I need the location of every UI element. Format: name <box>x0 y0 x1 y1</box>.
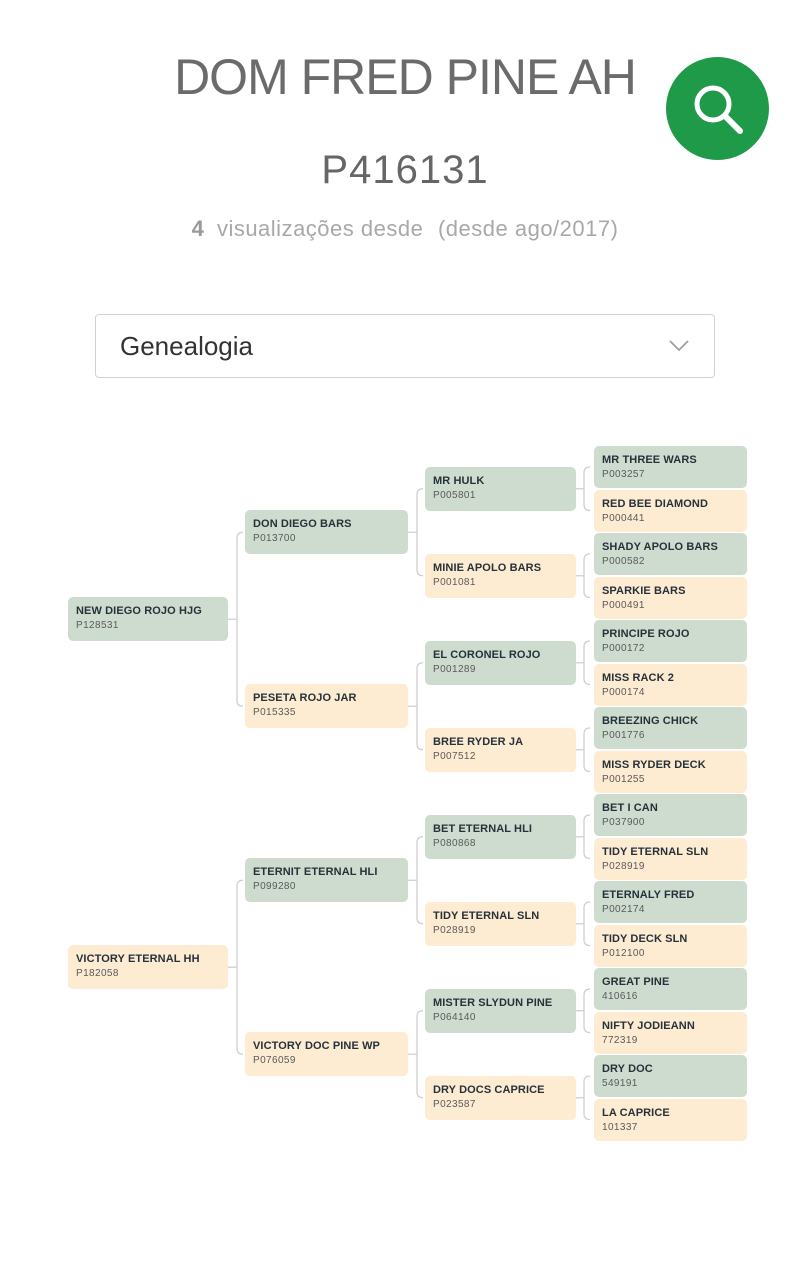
horse-name: GREAT PINE <box>602 976 670 988</box>
pedigree-bracket <box>576 1076 590 1120</box>
pedigree-node-dam-sire-sire[interactable] <box>425 815 576 859</box>
horse-registration: P013700 <box>253 533 296 545</box>
pedigree-node-dam-dam[interactable] <box>245 1032 408 1076</box>
horse-name: MISS RYDER DECK <box>602 758 706 771</box>
section-select-value: Genealogia <box>120 331 253 361</box>
pedigree-node-sire-dam-sire[interactable] <box>425 641 576 685</box>
horse-registration: P000491 <box>602 599 645 611</box>
pedigree-node-sire-dam-dam-dam[interactable] <box>594 751 747 793</box>
horse-registration: P012100 <box>602 947 645 959</box>
pedigree-node-sire-sire[interactable] <box>245 510 408 554</box>
horse-name: LA CAPRICE <box>602 1106 670 1119</box>
chevron-down-icon <box>668 339 690 353</box>
horse-registration: P182058 <box>76 968 119 980</box>
pedigree-bracket <box>576 554 590 598</box>
horse-name: BREEZING CHICK <box>602 715 699 727</box>
horse-name: TIDY ETERNAL SLN <box>602 845 709 858</box>
pedigree-node-dam-sire-dam-dam[interactable] <box>594 925 747 967</box>
pedigree-node-sire-dam-sire-sire[interactable] <box>594 620 747 662</box>
horse-name: BREE RYDER JA <box>433 735 524 748</box>
pedigree-node-dam-dam-sire-dam[interactable] <box>594 1012 747 1054</box>
pedigree-bracket <box>408 489 423 576</box>
pedigree-node-sire-sire-dam[interactable] <box>425 554 576 598</box>
pedigree-node-dam-sire-dam[interactable] <box>425 902 576 946</box>
search-button[interactable] <box>666 57 769 160</box>
pedigree-node-dam-sire-dam-sire[interactable] <box>594 881 747 923</box>
horse-name: MINIE APOLO BARS <box>433 561 542 574</box>
horse-name: MR THREE WARS <box>602 454 697 466</box>
views-counter <box>0 216 810 242</box>
horse-registration: P128531 <box>76 620 119 632</box>
horse-registration: 410616 <box>602 991 638 1002</box>
pedigree-node-dam-dam-sire-sire[interactable] <box>594 968 747 1010</box>
pedigree-node-sire-dam-sire-dam[interactable] <box>594 664 747 706</box>
pedigree-node-sire-dam-dam-sire[interactable] <box>594 707 747 749</box>
pedigree-node-dam[interactable] <box>68 945 228 989</box>
pedigree-node-sire[interactable] <box>68 597 228 641</box>
horse-registration: P028919 <box>602 860 645 872</box>
pedigree-node-sire-dam[interactable] <box>245 684 408 728</box>
horse-registration: P000172 <box>602 643 645 654</box>
horse-registration: P002174 <box>602 904 645 915</box>
pedigree-node-dam-sire-sire-sire[interactable] <box>594 794 747 836</box>
horse-registration: P000441 <box>602 512 645 524</box>
horse-name: PESETA ROJO JAR <box>253 692 357 705</box>
horse-name: DRY DOCS CAPRICE <box>433 1083 545 1096</box>
pedigree-bracket <box>408 837 423 924</box>
horse-name: VICTORY ETERNAL HH <box>76 953 200 966</box>
horse-name: ETERNALY FRED <box>602 889 695 901</box>
pedigree-bracket <box>408 663 423 750</box>
horse-name: PRINCIPE ROJO <box>602 628 690 640</box>
horse-name: MISTER SLYDUN PINE <box>433 996 553 1009</box>
horse-registration: P001289 <box>433 663 476 675</box>
pedigree-node-dam-dam-sire[interactable] <box>425 989 576 1033</box>
horse-registration: P001776 <box>602 730 645 741</box>
horse-registration: P000174 <box>602 686 645 698</box>
pedigree-bracket <box>576 641 590 685</box>
horse-name: MISS RACK 2 <box>602 671 674 684</box>
pedigree-bracket <box>228 532 243 706</box>
page-title: DOM FRED PINE AH <box>174 49 636 105</box>
horse-name: BET ETERNAL HLI <box>433 822 533 835</box>
horse-registration: 772319 <box>602 1034 638 1046</box>
horse-registration: P003257 <box>602 469 645 480</box>
horse-name: SHADY APOLO BARS <box>602 541 718 553</box>
section-select[interactable] <box>95 314 715 378</box>
pedigree-bracket <box>576 815 590 859</box>
horse-name: MR HULK <box>433 474 485 487</box>
horse-name: SPARKIE BARS <box>602 584 686 597</box>
pedigree-node-dam-dam-dam[interactable] <box>425 1076 576 1120</box>
pedigree-node-dam-sire[interactable] <box>245 858 408 902</box>
horse-name: VICTORY DOC PINE WP <box>253 1040 380 1053</box>
horse-registration: P080868 <box>433 837 476 849</box>
horse-registration: P076059 <box>253 1055 296 1067</box>
pedigree-node-dam-sire-sire-dam[interactable] <box>594 838 747 880</box>
pedigree-node-dam-dam-dam-sire[interactable] <box>594 1055 747 1097</box>
pedigree-node-sire-dam-dam[interactable] <box>425 728 576 772</box>
views-label: visualizações desde <box>216 216 424 241</box>
pedigree-bracket <box>576 728 590 772</box>
pedigree-node-sire-sire-sire-sire[interactable] <box>594 446 747 488</box>
horse-registration: P064140 <box>433 1011 476 1023</box>
horse-name: EL CORONEL ROJO <box>433 648 541 661</box>
horse-name: ETERNIT ETERNAL HLI <box>253 866 378 879</box>
registration-number: P416131 <box>321 148 489 192</box>
pedigree-node-sire-sire-dam-dam[interactable] <box>594 577 747 619</box>
horse-name: TIDY ETERNAL SLN <box>433 909 540 922</box>
pedigree-node-sire-sire-dam-sire[interactable] <box>594 533 747 575</box>
horse-registration: P037900 <box>602 817 645 828</box>
horse-name: DRY DOC <box>602 1063 653 1075</box>
views-since: (desde ago/2017) <box>437 216 619 241</box>
pedigree-node-dam-dam-dam-dam[interactable] <box>594 1099 747 1141</box>
horse-registration: 101337 <box>602 1121 638 1133</box>
pedigree-node-sire-sire-sire[interactable] <box>425 467 576 511</box>
horse-registration: P000582 <box>602 556 645 567</box>
horse-registration: P001255 <box>602 773 645 785</box>
horse-name: BET I CAN <box>602 802 658 814</box>
horse-registration: 549191 <box>602 1078 638 1089</box>
horse-registration: P023587 <box>433 1098 476 1110</box>
pedigree-bracket <box>576 902 590 946</box>
pedigree-node-sire-sire-sire-dam[interactable] <box>594 490 747 532</box>
horse-registration: P028919 <box>433 924 476 936</box>
pedigree-bracket <box>576 467 590 511</box>
search-icon <box>690 81 745 136</box>
views-count: 4 <box>191 216 205 241</box>
pedigree-bracket <box>228 880 243 1054</box>
horse-name: NEW DIEGO ROJO HJG <box>76 605 202 618</box>
pedigree-bracket <box>576 989 590 1033</box>
horse-registration: P015335 <box>253 707 296 719</box>
pedigree-bracket <box>408 1011 423 1098</box>
horse-registration: P001081 <box>433 576 476 588</box>
horse-name: RED BEE DIAMOND <box>602 497 709 510</box>
horse-name: NIFTY JODIEANN <box>602 1019 695 1032</box>
horse-registration: P005801 <box>433 489 476 501</box>
horse-registration: P007512 <box>433 750 476 762</box>
horse-registration: P099280 <box>253 881 296 893</box>
horse-name: DON DIEGO BARS <box>253 518 352 531</box>
horse-name: TIDY DECK SLN <box>602 932 688 945</box>
